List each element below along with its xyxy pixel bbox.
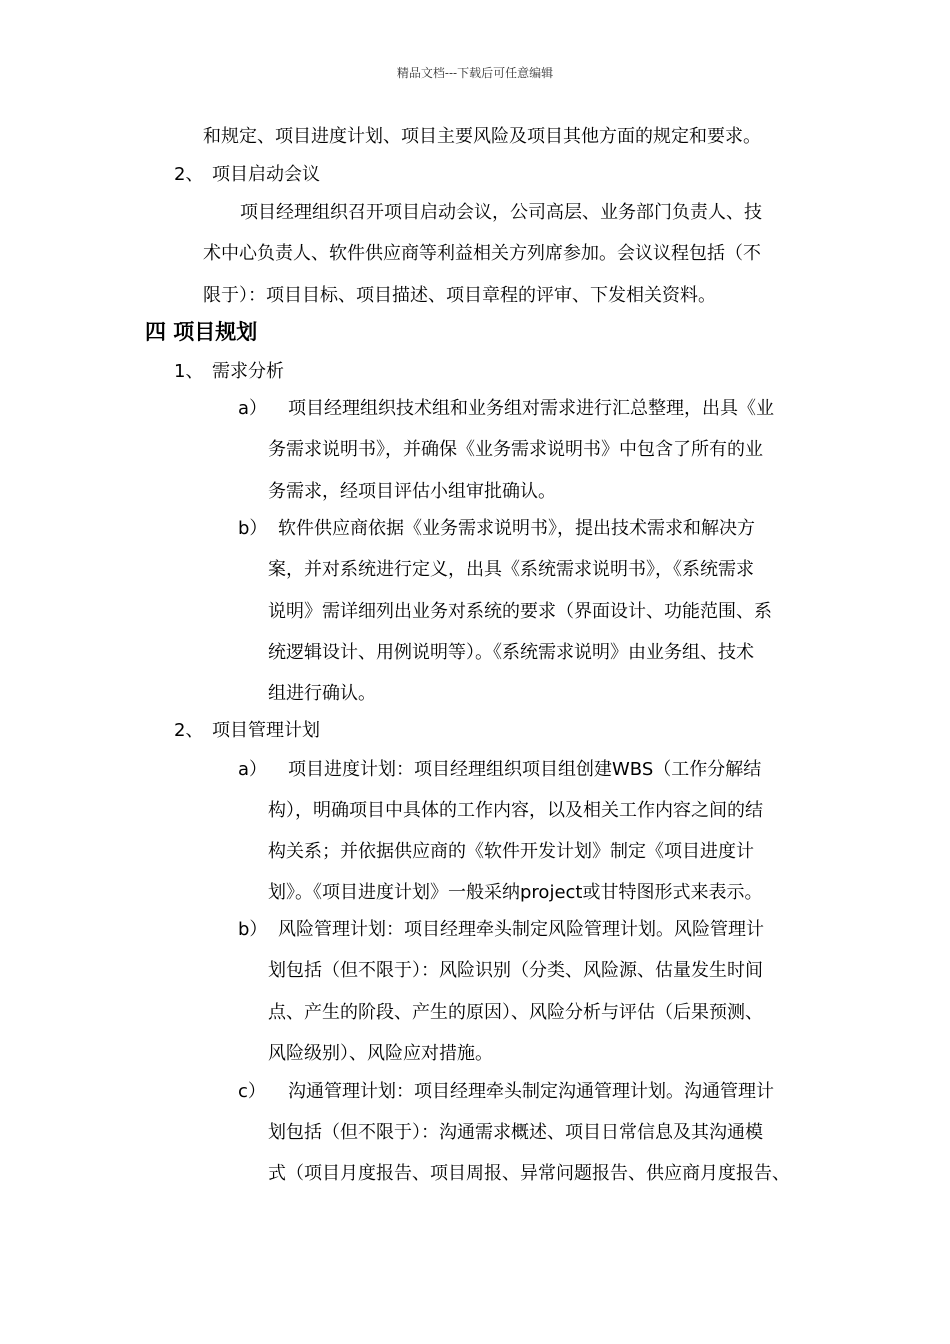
paragraph-line: 式（项目月度报告、项目周报、异常问题报告、供应商月度报告、 <box>268 1163 790 1184</box>
paragraph-line: 案，并对系统进行定义，出具《系统需求说明书》，《系统需求 <box>268 559 754 580</box>
paragraph-line: 项目经理组织技术组和业务组对需求进行汇总整理，出具《业 <box>288 398 774 419</box>
paragraph-line: 说明》需详细列出业务对系统的要求（界面设计、功能范围、系 <box>268 601 772 622</box>
paragraph-line: 划》。《项目进度计划》一般采纳project或甘特图形式来表示。 <box>268 882 763 903</box>
paragraph-line: 统逻辑设计、用例说明等）。《系统需求说明》由业务组、技术 <box>268 642 754 663</box>
list-item-number: 2、 <box>174 164 204 185</box>
paragraph-line: 风险管理计划：项目经理牵头制定风险管理计划。风险管理计 <box>278 919 764 940</box>
list-item-title: 项目管理计划 <box>212 720 320 741</box>
paragraph-line: 项目经理组织召开项目启动会议，公司高层、业务部门负责人、技 <box>240 202 762 223</box>
paragraph-line: 构关系；并依据供应商的《软件开发计划》制定《项目进度计 <box>268 841 754 862</box>
paragraph-line: 点、产生的阶段、产生的原因）、风险分析与评估（后果预测、 <box>268 1002 763 1023</box>
paragraph-line: 沟通管理计划：项目经理牵头制定沟通管理计划。沟通管理计 <box>288 1081 774 1102</box>
paragraph-line: 划包括（但不限于）：沟通需求概述、项目日常信息及其沟通模 <box>268 1122 763 1143</box>
paragraph-line: 组进行确认。 <box>268 683 376 704</box>
sub-item-label: c） <box>238 1081 266 1102</box>
paragraph-line: 项目进度计划：项目经理组织项目组创建WBS（工作分解结 <box>288 759 762 780</box>
sub-item-label: a） <box>238 398 268 419</box>
paragraph-line: 务需求，经项目评估小组审批确认。 <box>268 481 556 502</box>
paragraph-line: 务需求说明书》，并确保《业务需求说明书》中包含了所有的业 <box>268 439 763 460</box>
paragraph-line: 风险级别）、风险应对措施。 <box>268 1043 493 1064</box>
list-item-number: 2、 <box>174 720 204 741</box>
paragraph-line: 软件供应商依据《业务需求说明书》，提出技术需求和解决方 <box>278 518 755 539</box>
sub-item-label: b） <box>238 919 268 940</box>
paragraph-line: 划包括（但不限于）：风险识别（分类、风险源、估量发生时间 <box>268 960 763 981</box>
paragraph-line: 限于）：项目目标、项目描述、项目章程的评审、下发相关资料。 <box>203 285 716 306</box>
list-item-title: 项目启动会议 <box>212 164 320 185</box>
sub-item-label: a） <box>238 759 268 780</box>
paragraph-line: 和规定、项目进度计划、项目主要风险及项目其他方面的规定和要求。 <box>203 126 761 147</box>
paragraph-line: 术中心负责人、软件供应商等利益相关方列席参加。会议议程包括（不 <box>203 243 761 264</box>
sub-item-label: b） <box>238 518 268 539</box>
page-header: 精品文档---下载后可任意编辑 <box>396 66 554 80</box>
list-item-title: 需求分析 <box>212 361 284 382</box>
list-item-number: 1、 <box>174 361 204 382</box>
section-heading: 四 项目规划 <box>145 320 258 344</box>
paragraph-line: 构），明确项目中具体的工作内容，以及相关工作内容之间的结 <box>268 800 763 821</box>
